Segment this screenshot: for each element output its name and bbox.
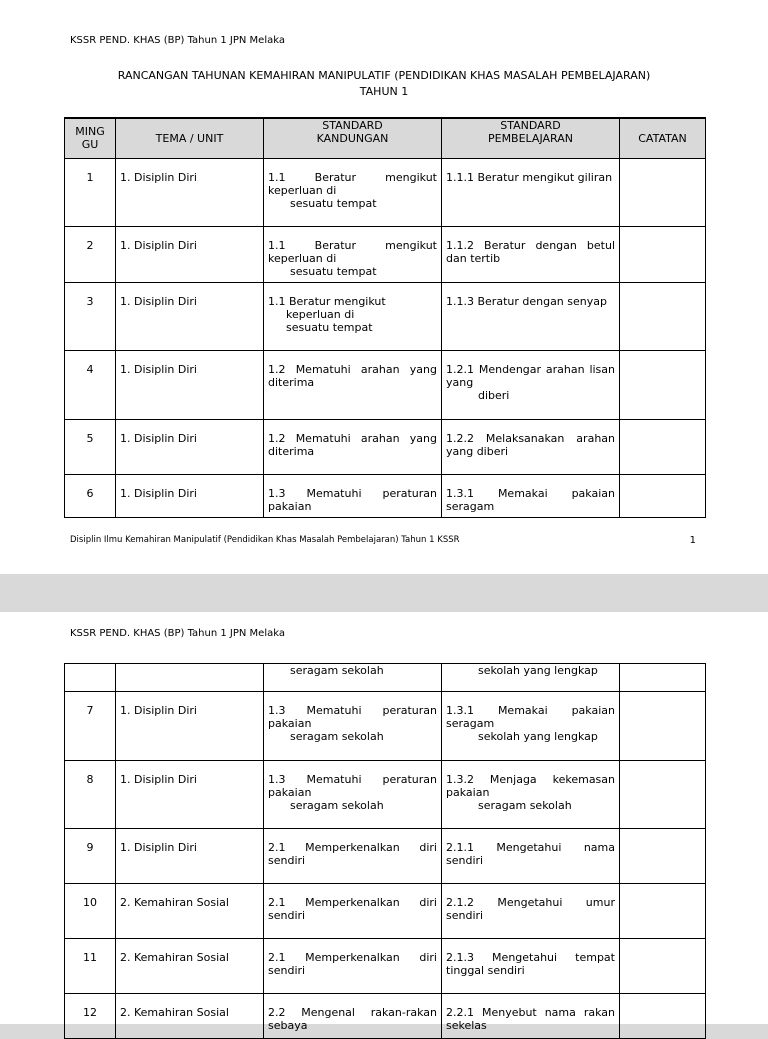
cell-minggu: 10 xyxy=(65,884,116,939)
cell-catatan xyxy=(620,994,706,1039)
cell-catatan xyxy=(620,226,706,282)
cell-minggu: 9 xyxy=(65,829,116,884)
cell-standard-kandungan: 2.2 Mengenal rakan-rakan sebaya xyxy=(264,994,442,1039)
cell-tema: 1. Disiplin Diri xyxy=(116,419,264,474)
cell-tema: 1. Disiplin Diri xyxy=(116,692,264,761)
cell-standard-kandungan: 1.3 Mematuhi peraturan pakaian xyxy=(264,474,442,517)
cell-minggu: 6 xyxy=(65,474,116,517)
page-header: KSSR PEND. KHAS (BP) Tahun 1 JPN Melaka xyxy=(70,628,285,639)
cell-tema: 2. Kemahiran Sosial xyxy=(116,994,264,1039)
table-row xyxy=(65,829,706,884)
page-footer: Disiplin Ilmu Kemahiran Manipulatif (Pendidikan Khas Masalah Pembelajaran) Tahun 1 KSSR xyxy=(70,535,460,545)
cell-tema: 2. Kemahiran Sosial xyxy=(116,939,264,994)
cell-standard-pembelajaran: 1.2.2 Melaksanakan arahan yang diberi xyxy=(442,419,620,474)
cell-catatan xyxy=(620,939,706,994)
table-row xyxy=(65,158,706,226)
cell-standard-kandungan: 1.3 Mematuhi peraturan pakaian seragam sekolah xyxy=(264,761,442,829)
cell-tema: 1. Disiplin Diri xyxy=(116,761,264,829)
cell-catatan xyxy=(620,419,706,474)
table-row xyxy=(65,692,706,761)
cell-standard-kandungan: 2.1 Memperkenalkan diri sendiri xyxy=(264,884,442,939)
table-row xyxy=(65,419,706,474)
cell-tema: 1. Disiplin Diri xyxy=(116,474,264,517)
cell-catatan xyxy=(620,829,706,884)
cell-minggu: 11 xyxy=(65,939,116,994)
cell-standard-kandungan: 1.2 Mematuhi arahan yang diterima xyxy=(264,350,442,419)
table-row xyxy=(65,994,706,1039)
cell-standard-kandungan: 1.1 Beratur mengikut keperluan di sesuatu tempat xyxy=(264,282,442,350)
col-header-catatan: CATATAN xyxy=(620,118,706,158)
page-header: KSSR PEND. KHAS (BP) Tahun 1 JPN Melaka xyxy=(70,35,285,46)
cell-minggu: 4 xyxy=(65,350,116,419)
table-row xyxy=(65,761,706,829)
cell-catatan xyxy=(620,664,706,692)
table-row xyxy=(65,939,706,994)
cell-catatan xyxy=(620,350,706,419)
cell-minggu: 1 xyxy=(65,158,116,226)
page-number: 1 xyxy=(689,535,696,546)
cell-minggu: 5 xyxy=(65,419,116,474)
cell-standard-pembelajaran: 2.1.1 Mengetahui nama sendiri xyxy=(442,829,620,884)
table-row xyxy=(65,884,706,939)
cell-standard-kandungan: 2.1 Memperkenalkan diri sendiri xyxy=(264,939,442,994)
document-page-2 xyxy=(0,612,768,1032)
cell-standard-kandungan: 1.2 Mematuhi arahan yang diterima xyxy=(264,419,442,474)
cell-standard-pembelajaran: 2.2.1 Menyebut nama rakan sekelas xyxy=(442,994,620,1039)
col-header-standard-kandungan: STANDARD KANDUNGAN xyxy=(264,118,442,158)
cell-standard-kandungan: 2.1 Memperkenalkan diri sendiri xyxy=(264,829,442,884)
cell-standard-pembelajaran: 1.3.2 Menjaga kekemasan pakaian seragam sekolah xyxy=(442,761,620,829)
cell-standard-pembelajaran: 1.1.2 Beratur dengan betul dan tertib xyxy=(442,226,620,282)
cell-standard-pembelajaran: 1.1.3 Beratur dengan senyap xyxy=(442,282,620,350)
cell-standard-pembelajaran: 1.3.1 Memakai pakaian seragam xyxy=(442,474,620,517)
cell-minggu: 8 xyxy=(65,761,116,829)
table-row xyxy=(65,282,706,350)
table-row xyxy=(65,350,706,419)
cell-catatan xyxy=(620,158,706,226)
cell-standard-pembelajaran: sekolah yang lengkap xyxy=(442,664,620,692)
col-header-standard-pembelajaran: STANDARD PEMBELAJARAN xyxy=(442,118,620,158)
cell-tema: 1. Disiplin Diri xyxy=(116,829,264,884)
cell-standard-pembelajaran: 1.2.1 Mendengar arahan lisan yang diberi xyxy=(442,350,620,419)
table-row-continuation xyxy=(65,664,706,692)
cell-standard-pembelajaran: 2.1.3 Mengetahui tempat tinggal sendiri xyxy=(442,939,620,994)
schedule-table-continued xyxy=(64,663,706,1039)
cell-standard-pembelajaran: 1.1.1 Beratur mengikut giliran xyxy=(442,158,620,226)
cell-catatan xyxy=(620,692,706,761)
document-title xyxy=(0,68,768,100)
cell-catatan xyxy=(620,474,706,517)
cell-standard-kandungan: 1.3 Mematuhi peraturan pakaian seragam sekolah xyxy=(264,692,442,761)
col-header-tema: TEMA / UNIT xyxy=(116,118,264,158)
table-row xyxy=(65,474,706,517)
cell-catatan xyxy=(620,761,706,829)
cell-standard-kandungan: 1.1 Beratur mengikut keperluan di sesuatu tempat xyxy=(264,158,442,226)
cell-tema: 1. Disiplin Diri xyxy=(116,226,264,282)
cell-tema: 1. Disiplin Diri xyxy=(116,282,264,350)
title-line-2: TAHUN 1 xyxy=(359,85,409,98)
schedule-table xyxy=(64,117,706,518)
cell-standard-pembelajaran: 2.1.2 Mengetahui umur sendiri xyxy=(442,884,620,939)
title-line-1: RANCANGAN TAHUNAN KEMAHIRAN MANIPULATIF (PENDIDIKAN KHAS MASALAH PEMBELAJARAN) xyxy=(117,69,651,82)
cell-tema xyxy=(116,664,264,692)
cell-standard-kandungan: seragam sekolah xyxy=(264,664,442,692)
cell-minggu: 3 xyxy=(65,282,116,350)
cell-minggu: 2 xyxy=(65,226,116,282)
cell-tema: 1. Disiplin Diri xyxy=(116,350,264,419)
cell-standard-kandungan: 1.1 Beratur mengikut keperluan di sesuatu tempat xyxy=(264,226,442,282)
col-header-minggu: MING GU xyxy=(65,118,116,158)
cell-minggu: 7 xyxy=(65,692,116,761)
cell-catatan xyxy=(620,884,706,939)
cell-minggu: 12 xyxy=(65,994,116,1039)
cell-catatan xyxy=(620,282,706,350)
cell-standard-pembelajaran: 1.3.1 Memakai pakaian seragam sekolah yang lengkap xyxy=(442,692,620,761)
cell-tema: 2. Kemahiran Sosial xyxy=(116,884,264,939)
cell-tema: 1. Disiplin Diri xyxy=(116,158,264,226)
table-row xyxy=(65,226,706,282)
cell-minggu xyxy=(65,664,116,692)
